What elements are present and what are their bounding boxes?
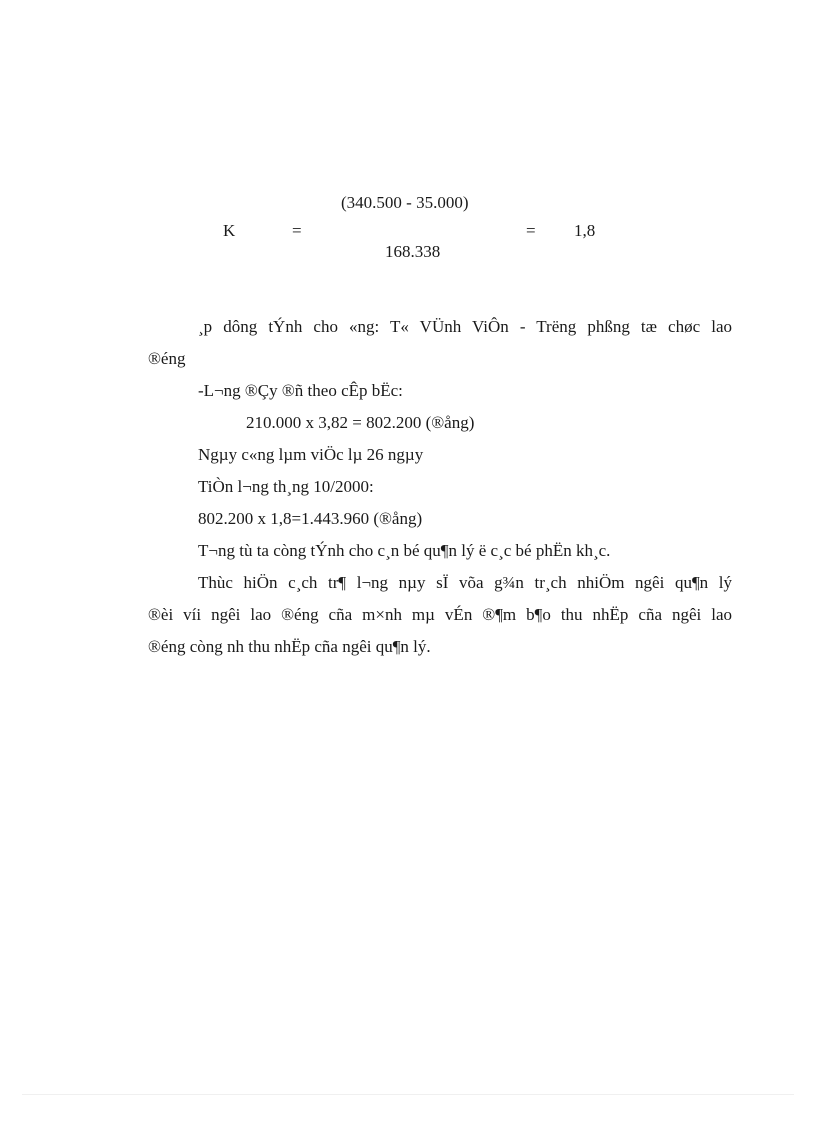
paragraph-month-calc: 802.200 x 1,8=1.443.960 (®ång) bbox=[198, 509, 423, 528]
paragraph-conclusion-line3: ®éng còng nh thu nhËp cña ngêi qu¶n lý. bbox=[148, 637, 431, 656]
formula-equals-2: = bbox=[526, 221, 536, 240]
paragraph-month-salary: TiÒn l¬ng th¸ng 10/2000: bbox=[198, 477, 374, 496]
paragraph-apply-line2: ®éng bbox=[148, 349, 186, 368]
paragraph-salary-calc: 210.000 x 3,82 = 802.200 (®ång) bbox=[246, 413, 475, 432]
paragraph-similar: T¬ng tù ta còng tÝnh cho c¸n bé qu¶n lý ë c¸c bé phËn kh¸c. bbox=[198, 541, 611, 560]
formula-numerator: (340.500 - 35.000) bbox=[341, 193, 469, 212]
formula-denominator: 168.338 bbox=[385, 242, 441, 261]
paragraph-working-days: Ngµy c«ng lµm viÖc lµ 26 ngµy bbox=[198, 445, 424, 464]
page-bottom-divider bbox=[22, 1094, 794, 1095]
formula-lhs: K bbox=[223, 221, 236, 240]
paragraph-conclusion-line1: Thùc hiÖn c¸ch tr¶ l¬ng nµy sÏ võa g¾n tr¸ch nhiÖm ngêi qu¶n lý bbox=[198, 573, 732, 592]
paragraph-conclusion-line2: ®èi víi ngêi lao ®éng cña m×nh mµ vÉn ®¶m b¶o thu nhËp cña ngêi lao bbox=[148, 605, 732, 624]
paragraph-full-salary: -L¬ng ®Çy ®ñ theo cÊp bËc: bbox=[198, 381, 403, 400]
formula-equals-1: = bbox=[292, 221, 302, 240]
paragraph-apply-line1: ¸p dông tÝnh cho «ng: T« VÜnh ViÔn - Trëng phßng tæ chøc lao bbox=[198, 317, 732, 336]
formula-result: 1,8 bbox=[574, 221, 596, 240]
